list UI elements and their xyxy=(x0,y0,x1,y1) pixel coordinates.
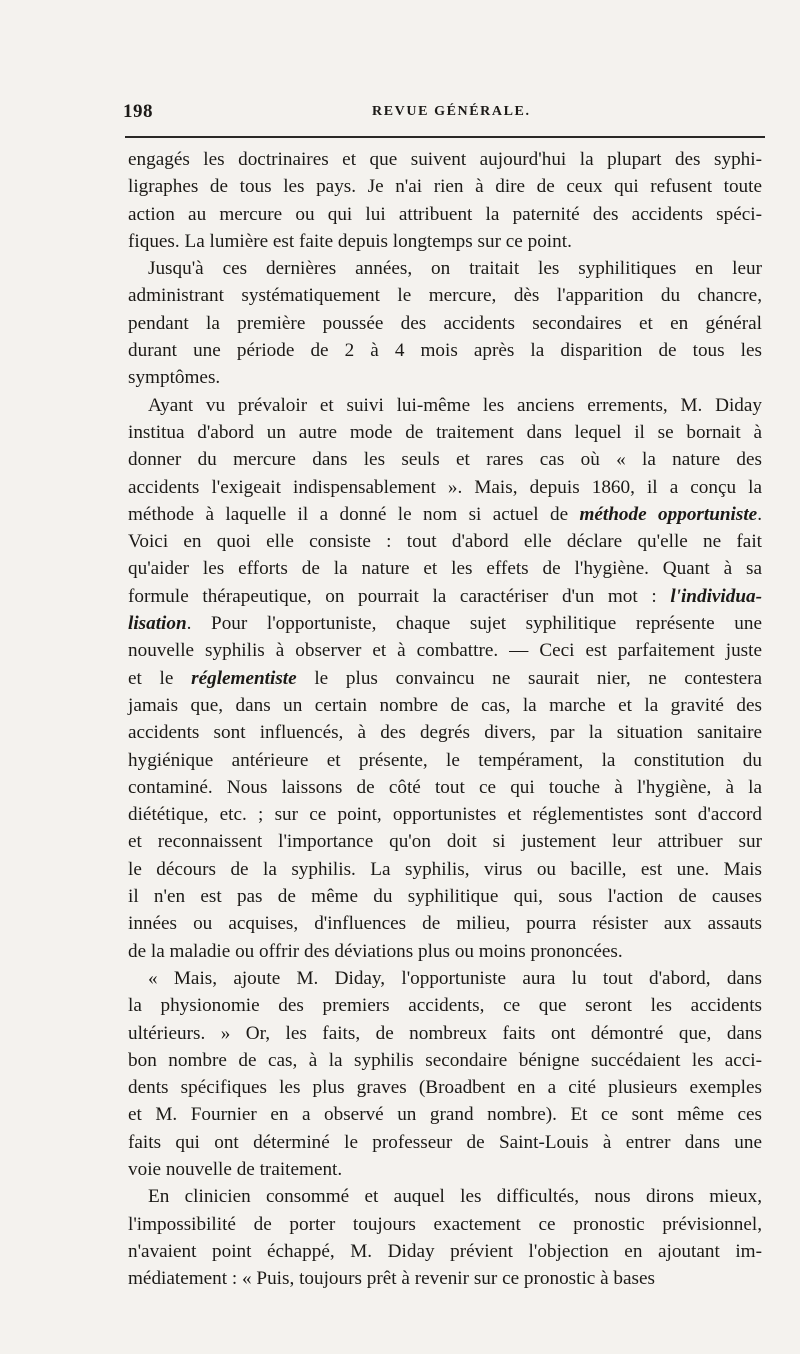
text-line xyxy=(128,938,762,965)
text-line xyxy=(128,637,762,664)
text-line xyxy=(128,364,762,391)
line-text: ultérieurs. » Or, les faits, de nombreux faits ont démontré que, dans xyxy=(128,1022,762,1044)
text-line xyxy=(128,1183,762,1210)
line-text: accidents sont influencés, à des degrés divers, par la situation sanitaire xyxy=(128,722,762,744)
text-line xyxy=(128,392,762,419)
page-number: 198 xyxy=(123,101,153,122)
line-text: jamais que, dans un certain nombre de cas, la marche et la gravité des xyxy=(128,694,762,716)
text-line xyxy=(128,910,762,937)
text-line xyxy=(128,255,762,282)
text-line xyxy=(128,828,762,855)
line-text: hygiénique antérieure et présente, le tempérament, la constitution du xyxy=(128,749,762,771)
italic-term: méthode opportuniste xyxy=(579,503,758,525)
line-text: En clinicien consommé et auquel les difficultés, nous dirons mieux, xyxy=(148,1186,762,1208)
line-text: le plus convaincu ne saurait nier, ne contestera xyxy=(296,667,762,689)
text-line xyxy=(128,1047,762,1074)
text-line xyxy=(128,1238,762,1265)
body-text xyxy=(128,146,762,1292)
text-line xyxy=(128,228,762,255)
line-text: formule thérapeutique, on pourrait la caractériser d'un mot : xyxy=(128,585,671,607)
line-text: Voici en quoi elle consiste : tout d'abord elle déclare qu'elle ne fait xyxy=(128,531,762,553)
line-text: Jusqu'à ces dernières années, on traitait les syphilitiques en leur xyxy=(148,258,762,280)
text-line xyxy=(128,419,762,446)
text-line xyxy=(128,774,762,801)
line-text: innées ou acquises, d'influences de milieu, pourra résister aux assauts xyxy=(128,913,762,935)
line-text: accidents l'exigeait indispensablement ». Mais, depuis 1860, il a conçu la xyxy=(128,476,762,498)
text-line xyxy=(128,173,762,200)
text-line xyxy=(128,1129,762,1156)
text-line xyxy=(128,146,762,173)
text-line xyxy=(128,1020,762,1047)
text-line xyxy=(128,337,762,364)
text-line xyxy=(128,719,762,746)
line-text: la physionomie des premiers accidents, ce que seront les accidents xyxy=(128,995,762,1017)
line-text: qu'aider les efforts de la nature et les effets de l'hygiène. Quant à sa xyxy=(128,558,762,580)
line-text: et reconnaissent l'importance qu'on doit si justement leur attribuer sur xyxy=(128,831,762,853)
line-text: l'impossibilité de porter toujours exactement ce pronostic prévisionnel, xyxy=(128,1213,762,1235)
header-rule xyxy=(125,136,765,138)
line-text: faits qui ont déterminé le professeur de Saint-Louis à entrer dans une xyxy=(128,1131,762,1153)
line-text: ligraphes de tous les pays. Je n'ai rien à dire de ceux qui refusent toute xyxy=(128,176,762,198)
text-line xyxy=(128,665,762,692)
line-text: bon nombre de cas, à la syphilis secondaire bénigne succédaient les acci- xyxy=(128,1049,762,1071)
line-text: médiatement : « Puis, toujours prêt à revenir sur ce pronostic à bases xyxy=(128,1268,655,1290)
text-line xyxy=(128,310,762,337)
line-text: institua d'abord un autre mode de traitement dans lequel il se bornait à xyxy=(128,421,762,443)
text-line xyxy=(128,992,762,1019)
text-line xyxy=(128,1211,762,1238)
line-text: donner du mercure dans les seuls et rares cas où « la nature des xyxy=(128,449,762,471)
text-line xyxy=(128,1074,762,1101)
line-text: fiques. La lumière est faite depuis longtemps sur ce point. xyxy=(128,230,572,252)
text-line xyxy=(128,583,762,610)
text-line xyxy=(128,610,762,637)
line-text: nouvelle syphilis à observer et à combattre. — Ceci est parfaitement juste xyxy=(128,640,762,662)
line-text: . xyxy=(757,503,762,525)
line-text: Ayant vu prévaloir et suivi lui-même les anciens errements, M. Diday xyxy=(148,394,762,416)
line-text: administrant systématiquement le mercure, dès l'apparition du chancre, xyxy=(128,285,762,307)
line-text: pendant la première poussée des accidents secondaires et en général xyxy=(128,312,762,334)
text-line xyxy=(128,528,762,555)
text-line xyxy=(128,747,762,774)
text-line xyxy=(128,801,762,828)
line-text: il n'en est pas de même du syphilitique qui, sous l'action de causes xyxy=(128,886,762,908)
text-line xyxy=(128,1156,762,1183)
line-text: contaminé. Nous laissons de côté tout ce qui touche à l'hygiène, à la xyxy=(128,776,762,798)
text-line xyxy=(128,692,762,719)
text-line xyxy=(128,446,762,473)
text-line xyxy=(128,201,762,228)
line-text: « Mais, ajoute M. Diday, l'opportuniste aura lu tout d'abord, dans xyxy=(148,967,762,989)
italic-term: réglementiste xyxy=(191,667,297,689)
running-title: REVUE GÉNÉRALE. xyxy=(372,104,531,119)
line-text: et le xyxy=(128,667,192,689)
line-text: de la maladie ou offrir des déviations plus ou moins prononcées. xyxy=(128,940,623,962)
text-line xyxy=(128,501,762,528)
line-text: méthode à laquelle il a donné le nom si actuel de xyxy=(128,503,580,525)
italic-term: lisation xyxy=(128,613,187,635)
page-header xyxy=(123,101,763,125)
line-text: n'avaient point échappé, M. Diday prévient l'objection en ajoutant im- xyxy=(128,1240,762,1262)
text-line xyxy=(128,1265,762,1292)
text-line xyxy=(128,883,762,910)
text-line xyxy=(128,474,762,501)
text-line xyxy=(128,856,762,883)
line-text: voie nouvelle de traitement. xyxy=(128,1158,343,1180)
line-text: . Pour l'opportuniste, chaque sujet syphilitique représente une xyxy=(186,613,762,635)
text-line xyxy=(128,965,762,992)
italic-term: l'individua- xyxy=(670,585,762,607)
line-text: symptômes. xyxy=(128,367,221,389)
line-text: le décours de la syphilis. La syphilis, virus ou bacille, est une. Mais xyxy=(128,858,762,880)
line-text: dents spécifiques les plus graves (Broadbent en a cité plusieurs exemples xyxy=(128,1077,762,1099)
line-text: diététique, etc. ; sur ce point, opportunistes et réglementistes sont d'accord xyxy=(128,804,762,826)
line-text: et M. Fournier en a observé un grand nombre). Et ce sont même ces xyxy=(128,1104,762,1126)
text-line xyxy=(128,555,762,582)
line-text: action au mercure ou qui lui attribuent la paternité des accidents spéci- xyxy=(128,203,762,225)
line-text: durant une période de 2 à 4 mois après la disparition de tous les xyxy=(128,340,762,362)
text-line xyxy=(128,282,762,309)
line-text: engagés les doctrinaires et que suivent aujourd'hui la plupart des syphi- xyxy=(128,149,762,170)
text-line xyxy=(128,1101,762,1128)
